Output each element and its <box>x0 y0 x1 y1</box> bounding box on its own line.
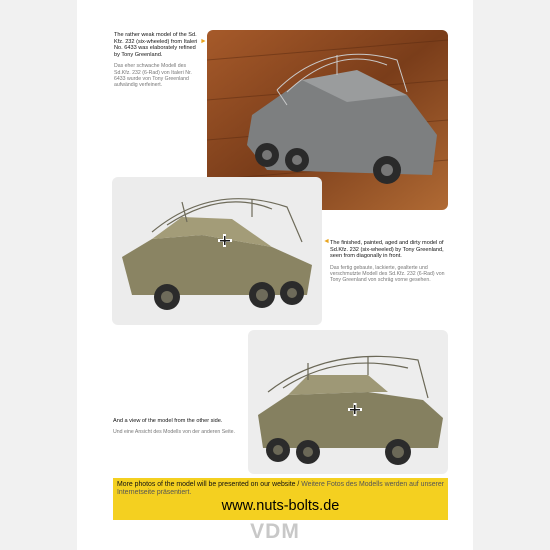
arrow-right-icon: ► <box>200 38 207 45</box>
caption-photo2-de: Das fertig gebaute, lackierte, gealterte und verschmutzte Modell des Sd.Kfz. 232 (6-Rad) von Tony Greenland von schräg vorne gesehen. <box>330 264 445 284</box>
caption-photo2 <box>330 240 448 283</box>
caption-photo1-de: Das eher schwache Modell des Sd.Kfz. 232 (6-Rad) von Italeri Nr. 6433 wurde von Tony Greenland aufwändig verfeinert. <box>114 63 192 88</box>
painted-model-front-image <box>112 177 322 325</box>
website-promo-en: More photos of the model will be presented on our website <box>117 481 296 488</box>
website-promo-de: Weitere Fotos des Modells werden auf unserer Internetseite präsentiert. <box>117 481 444 496</box>
website-promo-box <box>113 478 448 520</box>
caption-photo2-en: The finished, painted, aged and dirty model of Sd.Kfz. 232 (six-wheeled) by Tony Greenland, seen from diagonally in front. <box>330 240 444 260</box>
publisher-logo: VDM <box>250 520 300 543</box>
caption-photo1-en: The rather weak model of the Sd. Kfz. 232 (six-wheeled) from Italeri No. 6433 was elaborately refined by Tony Greenland. <box>114 32 198 58</box>
caption-photo3 <box>113 418 243 435</box>
caption-photo3-de: Und eine Ansicht des Modells von der anderen Seite. <box>113 428 235 435</box>
photo-painted-model-front <box>112 177 322 325</box>
website-promo-text <box>117 481 445 497</box>
photo-painted-model-side <box>248 330 448 474</box>
caption-photo1 <box>114 32 202 88</box>
website-promo-separator: / <box>295 481 302 488</box>
arrow-left-icon: ◄ <box>323 238 330 245</box>
website-url-link[interactable]: www.nuts-bolts.de <box>221 498 340 514</box>
caption-photo3-en: And a view of the model from the other side. <box>113 418 223 424</box>
painted-model-side-image <box>248 330 448 474</box>
